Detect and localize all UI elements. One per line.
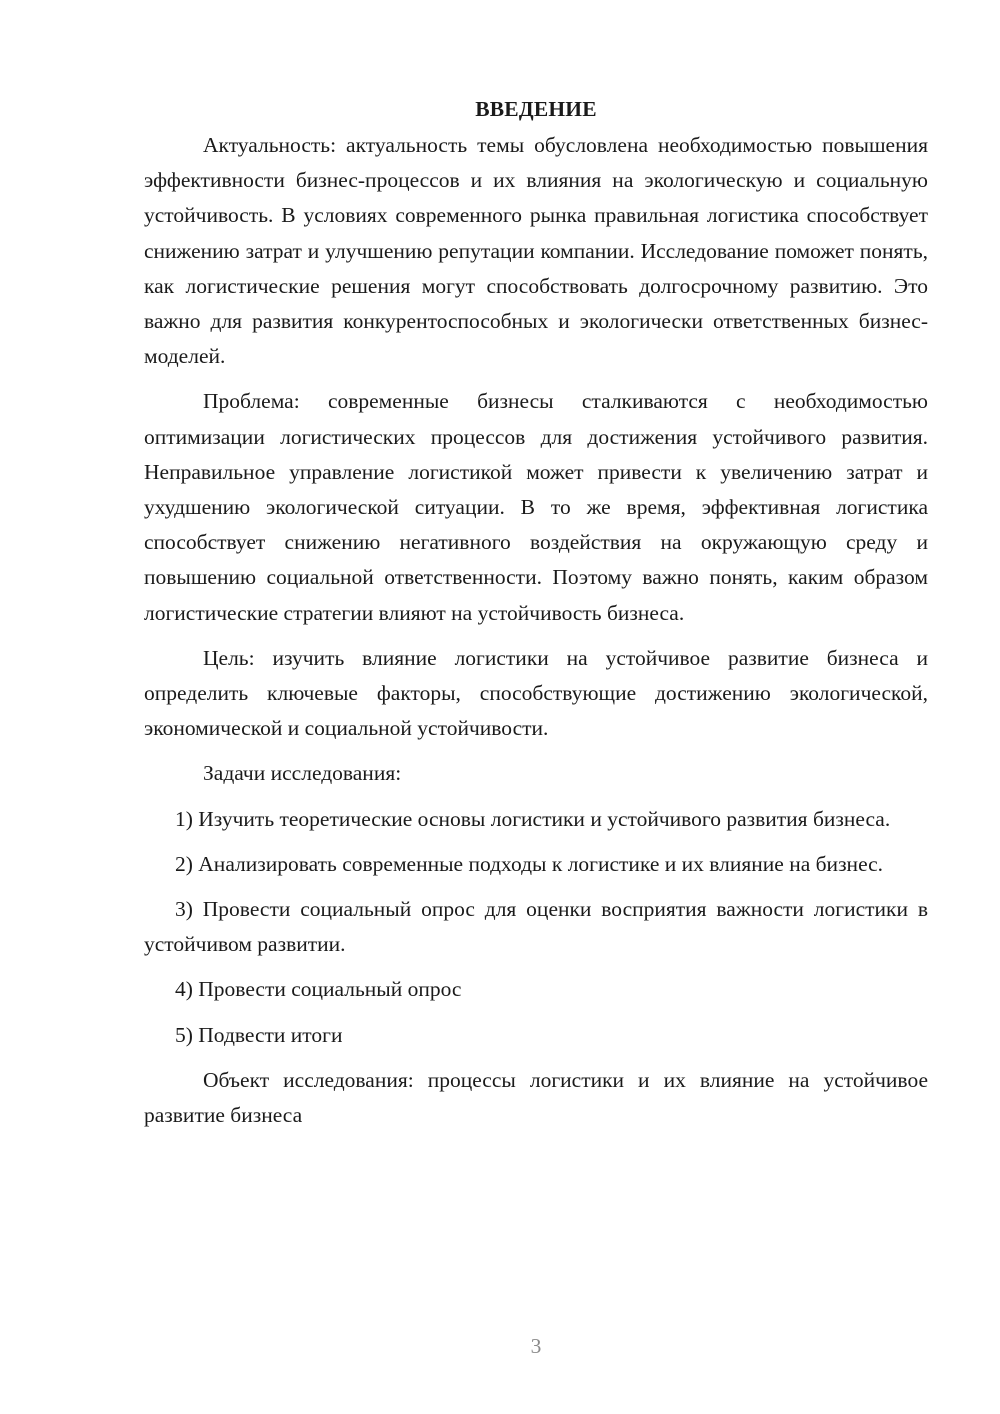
problem-paragraph: Проблема: современные бизнесы сталкиваются с необходимостью оптимизации логистических процессов для достижения устойчивого развития. Неправильное управление логистикой может привести к увеличению затрат и ухудшению экологической ситуации. В то же время, эффективная логистика способствует снижению негативного воздействия на окружающую среду и повышению социальной ответственности. Поэтому важно понять, каким образом логистические стратегии влияют на устойчивость бизнеса.: [144, 389, 928, 625]
task-item-5: 5) Подвести итоги: [175, 1022, 343, 1047]
section-heading: ВВЕДЕНИЕ: [475, 97, 597, 121]
task-item-4: 4) Провести социальный опрос: [175, 977, 462, 1002]
document-page: [144, 92, 928, 1143]
tasks-title: Задачи исследования:: [203, 761, 402, 786]
object-paragraph: Объект исследования: процессы логистики и их влияние на устойчивое развитие бизнеса: [144, 1067, 928, 1128]
task-item-1: 1) Изучить теоретические основы логистики и устойчивого развития бизнеса.: [175, 806, 891, 831]
task-item-3: 3) Провести социальный опрос для оценки восприятия важности логистики в устойчивом развитии.: [144, 897, 928, 957]
goal-paragraph: Цель: изучить влияние логистики на устойчивое развитие бизнеса и определить ключевые факторы, способствующие достижению экологической, экономической и социальной устойчивости.: [144, 645, 928, 741]
page-number: 3: [530, 1334, 542, 1358]
relevance-paragraph: Актуальность: актуальность темы обусловлена необходимостью повышения эффективности бизнес-процессов и их влияния на экологическую и социальную устойчивость. В условиях современного рынка правильная логистика способствует снижению затрат и улучшению репутации компании. Исследование поможет понять, как логистические решения могут способствовать долгосрочному развитию. Это важно для развития конкурентоспособных и экологически ответственных бизнес-моделей.: [144, 133, 928, 369]
task-item-2: 2) Анализировать современные подходы к логистике и их влияние на бизнес.: [175, 851, 884, 876]
